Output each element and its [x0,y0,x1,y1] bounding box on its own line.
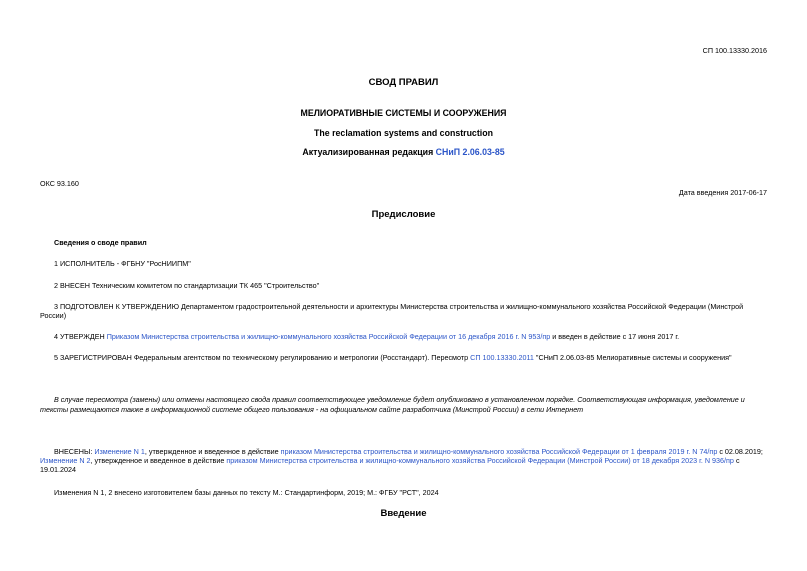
item-approved [54,332,679,341]
intro-date: Дата введения 2017-06-17 [678,188,767,197]
amendment-2-order-link[interactable]: приказом Министерства строительства и жилищно-коммунального хозяйства Российской Федерации (Минстрой России) от 18 декабря 2023 г. N 936/пр [226,456,734,465]
item-prepared-line2: России) [40,311,67,320]
item-executor: 1 ИСПОЛНИТЕЛЬ - ФГБНУ "РосНИИПМ" [54,259,191,268]
heading-title-en: The reclamation systems and construction [314,128,493,138]
amendment-1-link[interactable]: Изменение N 1 [94,447,145,456]
oks-code: ОКС 93.160 [40,179,79,188]
doc-code: СП 100.13330.2016 [702,46,767,55]
heading-edition [0,147,807,157]
amendments-label: ВНЕСЕНЫ: [54,447,93,456]
registered-prefix: 5 ЗАРЕГИСТРИРОВАН Федеральным агентством по техническому регулированию и метрологии (Росстандарт). Пересмотр [54,353,469,362]
amendments-line3: 19.01.2024 [40,465,76,474]
amendments-line1 [54,447,763,456]
changes-note: Изменения N 1, 2 внесено изготовителем базы данных по тексту М.: Стандартинформ, 2019; М.: ФГБУ "РСТ", 2024 [54,488,439,497]
approved-suffix: и введен в действие с 17 июня 2017 г. [552,332,680,341]
item-registered [54,353,732,362]
foreword-title: Предисловие [371,209,436,220]
notice-line2: тексты размещаются также в информационной системе общего пользования - на официальном сайте разработчика (Минстрой России) в сети Интернет [40,405,584,414]
amendment-1-order-link[interactable]: приказом Министерства строительства и жилищно-коммунального хозяйства Российской Федерации от 1 февраля 2019 г. N 74/пр [280,447,718,456]
amendment-2-from: с [735,456,740,465]
registered-suffix: "СНиП 2.06.03-85 Мелиоративные системы и сооружения" [535,353,732,362]
info-title: Сведения о своде правил [54,238,147,247]
item-prepared-line1: 3 ПОДГОТОВЛЕН К УТВЕРЖДЕНИЮ Департаментом градостроительной деятельности и архитектуры Министерства строительства и жилищно-коммунального хозяйства Российской Федерации (Минстрой [54,302,744,311]
approved-prefix: 4 УТВЕРЖДЕН [54,332,105,341]
introduction-title: Введение [380,508,427,519]
item-submitted: 2 ВНЕСЕН Техническим комитетом по стандартизации ТК 465 "Строительство" [54,281,320,290]
amendment-2-link[interactable]: Изменение N 2 [40,456,91,465]
amendment-2-text: , утвержденное и введенное в действие [90,456,225,465]
heading-title-ru: МЕЛИОРАТИВНЫЕ СИСТЕМЫ И СООРУЖЕНИЯ [300,108,507,118]
amendment-1-date: с 02.08.2019; [719,447,763,456]
snip-link[interactable]: СНиП 2.06.03-85 [435,147,505,157]
sp-2011-link[interactable]: СП 100.13330.2011 [470,353,534,362]
approval-order-link[interactable]: Приказом Министерства строительства и жилищно-коммунального хозяйства Российской Федерации от 16 декабря 2016 г. N 953/пр [106,332,551,341]
edition-prefix: Актуализированная редакция [302,147,434,157]
notice-line1: В случае пересмотра (замены) или отмены настоящего свода правил соответствующее уведомление будет опубликовано в установленном порядке. Соответствующая информация, уведомление и [54,395,745,404]
amendments-line2 [40,456,740,465]
heading-code-of-rules: СВОД ПРАВИЛ [368,77,439,88]
amendment-1-text: , утвержденное и введенное в действие [144,447,279,456]
